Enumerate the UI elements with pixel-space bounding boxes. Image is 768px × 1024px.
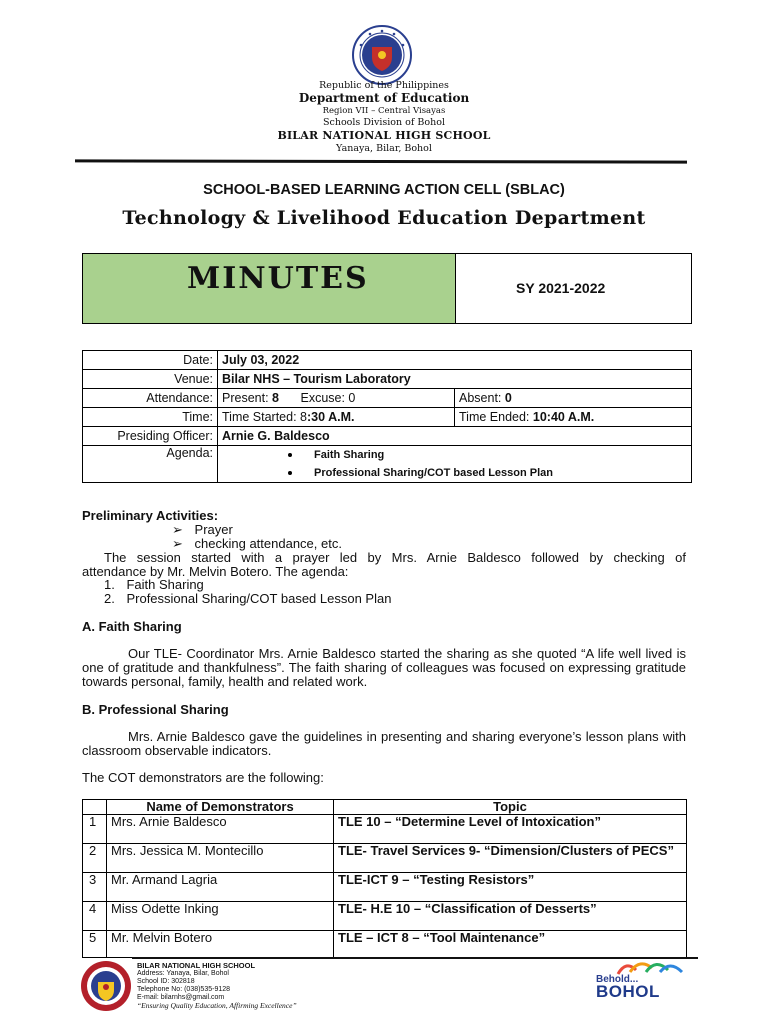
row-number: 2 [83,844,107,873]
agenda-cell [218,446,692,483]
absent-value: 0 [504,391,512,405]
footer-contact [137,962,297,1010]
time-label: Time: [83,408,218,427]
deped-seal-icon [352,25,412,85]
minutes-green-panel [83,254,456,323]
footer-address: Address: Yanaya, Bilar, Bohol [137,970,229,977]
agenda-item-2: Professional Sharing/COT based Lesson Plan [314,467,554,479]
prelim-item-1: Prayer [194,522,233,537]
agenda-list-item-2: Professional Sharing/COT based Lesson Plan [126,591,392,606]
table-row [83,844,687,873]
demonstrator-topic: TLE- H.E 10 – “Classification of Desserts” [334,902,687,931]
table-row [83,446,692,483]
demonstrator-topic: TLE- Travel Services 9- “Dimension/Clusters of PECS” [334,844,687,873]
footer-tagline: “Ensuring Quality Education, Affirming Excellence” [137,1001,297,1010]
table-row [83,873,687,902]
footer-school-id: School ID: 302818 [137,978,195,985]
meeting-info-table [82,350,692,483]
header-divider [75,159,687,163]
minutes-label: MINUTES [187,261,369,296]
header-address: Yanaya, Bilar, Bohol [336,143,432,154]
table-row [83,902,687,931]
school-year: SY 2021-2022 [516,280,606,296]
table-row [83,427,692,446]
list-item [218,446,691,464]
row-number: 4 [83,902,107,931]
table-row [83,351,692,370]
footer-school: BILAR NATIONAL HIGH SCHOOL [137,961,256,970]
demonstrator-topic: TLE 10 – “Determine Level of Intoxication” [334,815,687,844]
arrow-bullet-icon: ➢ [172,522,183,537]
school-seal-icon [80,960,132,1012]
list-item [172,537,342,551]
minutes-banner [82,253,692,324]
footer-email: E-mail: bilarnhs@gmail.com [137,994,225,1001]
faith-sharing-heading: A. Faith Sharing [82,619,182,634]
time-ended-label: Time Ended: [459,410,530,424]
bullet-icon [288,453,292,457]
demonstrator-name: Mr. Armand Lagria [107,873,334,902]
agenda-list-item-1: Faith Sharing [126,577,204,592]
row-number: 3 [83,873,107,902]
agenda-item-1: Faith Sharing [314,449,385,461]
list-item [172,523,233,537]
column-header: Topic [334,800,687,815]
row-number: 5 [83,931,107,958]
arrow-bullet-icon: ➢ [172,536,183,551]
demonstrator-topic: TLE-ICT 9 – “Testing Resistors” [334,873,687,902]
venue-value: Bilar NHS – Tourism Laboratory [218,370,692,389]
header-department: Department of Education [298,91,470,105]
table-row [83,408,692,427]
behold-bohol-logo [594,958,684,1002]
demonstrator-name: Mrs. Arnie Baldesco [107,815,334,844]
time-started-value: :30 A.M. [307,410,355,424]
professional-sharing-heading: B. Professional Sharing [82,702,229,717]
list-number: 1. [104,577,115,592]
present-label: Present: [222,391,269,405]
absent-label: Absent: [459,391,502,405]
cot-intro: The COT demonstrators are the following: [82,770,324,785]
table-row [83,389,692,408]
professional-sharing-paragraph: Mrs. Arnie Baldesco gave the guidelines in presenting and sharing everyone’s lesson plans with classroom observable indicators. [82,729,686,758]
bohol-text: BOHOL [596,982,660,1001]
header-republic: Republic of the Philippines [319,80,449,91]
behold-text: Behold... [596,974,639,985]
department-title: Technology & Livelihood Education Department [122,207,646,229]
header-school: BILAR NATIONAL HIGH SCHOOL [277,129,491,142]
date-label: Date: [83,351,218,370]
prelim-heading: Preliminary Activities: [82,508,219,523]
table-row [83,931,687,958]
table-row [83,370,692,389]
venue-label: Venue: [83,370,218,389]
demonstrator-name: Mrs. Jessica M. Montecillo [107,844,334,873]
cot-demonstrators-table [82,799,687,958]
time-ended-value: 10:40 A.M. [532,410,595,424]
list-number: 2. [104,591,115,606]
demonstrator-topic: TLE – ICT 8 – “Tool Maintenance” [334,931,687,958]
table-row [83,815,687,844]
present-value: 8 [272,391,279,405]
date-value: July 03, 2022 [218,351,692,370]
session-paragraph-line1: The session started with a prayer led by Mrs. Arnie Baldesco followed by checking of [104,550,686,565]
attendance-label: Attendance: [83,389,218,408]
sblac-title: SCHOOL-BASED LEARNING ACTION CELL (SBLAC) [203,182,565,198]
time-started-label: Time Started: 8 [222,410,307,424]
list-item [104,578,204,592]
footer-telephone: Telephone No: (038)535-9128 [137,986,231,993]
column-header: Name of Demonstrators [107,800,334,815]
faith-sharing-paragraph: Our TLE- Coordinator Mrs. Arnie Baldesco started the sharing as she quoted “A life well lived is one of gratitude and thankfulness”. The faith sharing of colleagues was focused on expressing gratitude towards personal, family, health and related work. [82,646,686,689]
column-header [83,800,107,815]
bullet-icon [288,471,292,475]
header-division: Schools Division of Bohol [323,117,445,128]
session-paragraph-line2: attendance by Mr. Melvin Botero. The agenda: [82,564,349,579]
prelim-item-2: checking attendance, etc. [194,536,342,551]
presiding-label: Presiding Officer: [83,427,218,446]
list-item [104,592,391,606]
list-item [218,464,691,482]
agenda-label: Agenda: [83,446,218,483]
time-ended-cell [455,408,692,427]
present-excuse-cell [218,389,455,408]
demonstrator-name: Miss Odette Inking [107,902,334,931]
header-region: Region VII – Central Visayas [322,106,446,116]
excuse-value: Excuse: 0 [300,391,356,405]
presiding-value: Arnie G. Baldesco [218,427,692,446]
row-number: 1 [83,815,107,844]
table-header-row [83,800,687,815]
time-started-cell [218,408,455,427]
demonstrator-name: Mr. Melvin Botero [107,931,334,958]
absent-cell [455,389,692,408]
